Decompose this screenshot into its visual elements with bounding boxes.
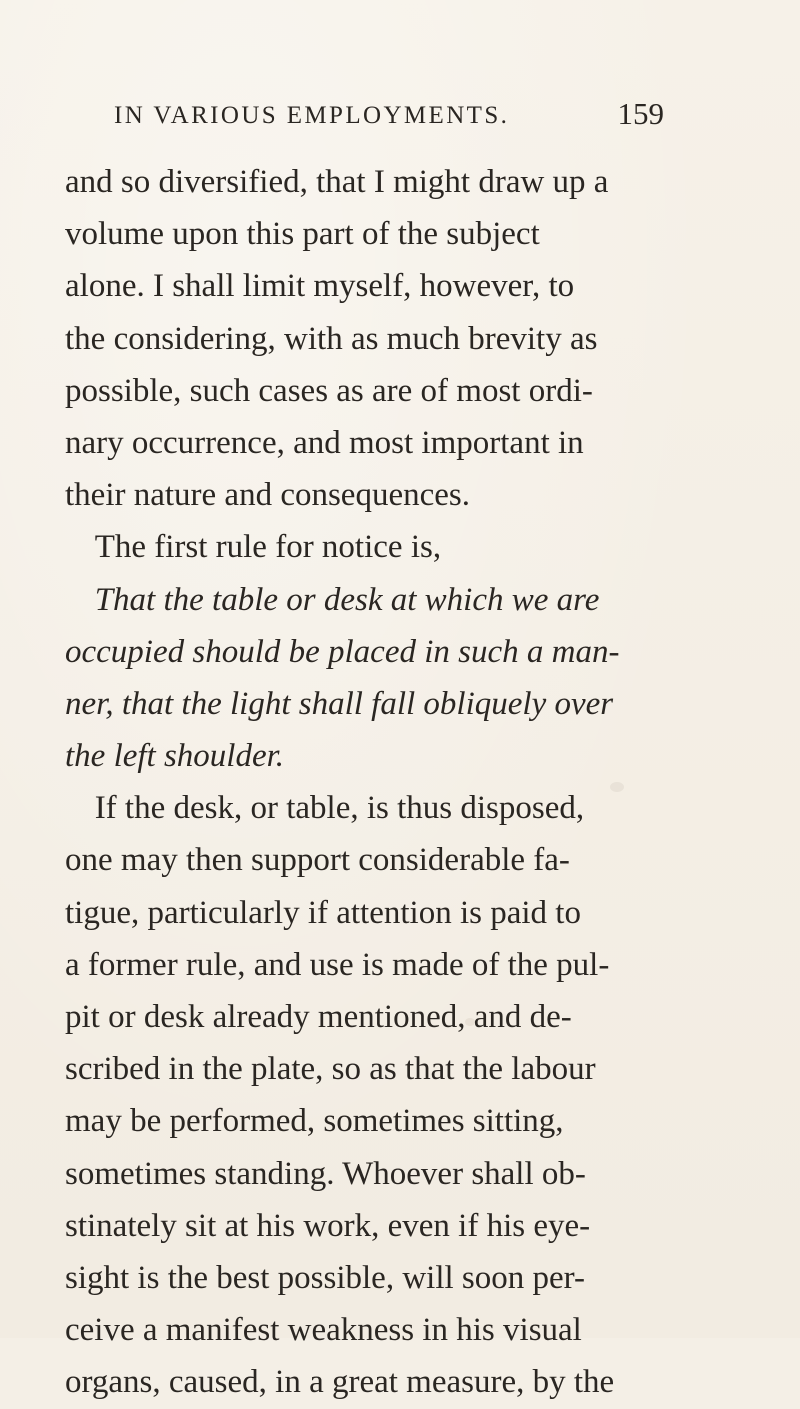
line-text: volume upon this part of the subject	[65, 216, 540, 253]
text-line	[65, 1200, 650, 1252]
italic-text: That the table or desk at which we are	[94, 581, 600, 618]
italic-text: occupied should be placed in such a man-	[65, 633, 620, 670]
body-text	[65, 156, 650, 1409]
text-line	[65, 782, 650, 834]
text-line	[65, 834, 650, 886]
line-text: If the desk, or table, is thus disposed,	[94, 790, 585, 827]
line-text: may be performed, sometimes sitting,	[65, 1103, 564, 1140]
line-text: sometimes standing. Whoever shall ob-	[65, 1155, 586, 1192]
text-line	[65, 521, 650, 573]
text-line	[65, 991, 650, 1043]
italic-text: the left shoulder.	[65, 738, 285, 775]
line-text: ceive a manifest weakness in his visual	[65, 1312, 582, 1349]
line-text: the considering, with as much brevity as	[65, 320, 598, 357]
text-line	[65, 208, 650, 260]
line-text: one may then support considerable fa-	[65, 842, 570, 879]
text-line	[65, 469, 650, 521]
line-text: scribed in the plate, so as that the labour	[65, 1051, 596, 1088]
line-text: and so diversified, that I might draw up a	[65, 164, 609, 200]
text-line	[65, 887, 650, 939]
page-number: 159	[617, 96, 664, 131]
running-head	[104, 92, 664, 132]
line-text: tigue, particularly if attention is paid to	[65, 894, 581, 931]
text-line	[65, 626, 650, 678]
running-title: IN VARIOUS EMPLOYMENTS.	[114, 102, 510, 129]
line-text: pit or desk already mentioned, and de-	[65, 999, 572, 1035]
text-line	[65, 730, 650, 782]
text-line	[65, 156, 650, 208]
line-text: a former rule, and use is made of the pul-	[65, 946, 610, 983]
text-line	[65, 365, 650, 417]
line-text: nary occurrence, and most important in	[65, 424, 584, 461]
text-line	[65, 260, 650, 312]
text-line	[65, 1356, 650, 1408]
line-text: The first rule for notice is,	[94, 529, 442, 566]
text-line	[65, 1095, 650, 1147]
text-line	[65, 678, 650, 730]
text-line	[65, 1252, 650, 1304]
italic-text: ner, that the light shall fall obliquely over	[65, 685, 614, 722]
text-line	[65, 417, 650, 469]
line-text: organs, caused, in a great measure, by the	[65, 1364, 615, 1401]
line-text: stinately sit at his work, even if his eye-	[65, 1207, 591, 1244]
line-text: their nature and consequences.	[65, 477, 470, 514]
text-line	[65, 574, 650, 626]
line-text: sight is the best possible, will soon per-	[65, 1259, 585, 1296]
line-text: possible, such cases as are of most ordi-	[65, 372, 593, 409]
text-line	[65, 1148, 650, 1200]
line-text: alone. I shall limit myself, however, to	[65, 268, 575, 305]
text-line	[65, 1304, 650, 1356]
text-line	[65, 313, 650, 365]
text-line	[65, 939, 650, 991]
text-line	[65, 1043, 650, 1095]
